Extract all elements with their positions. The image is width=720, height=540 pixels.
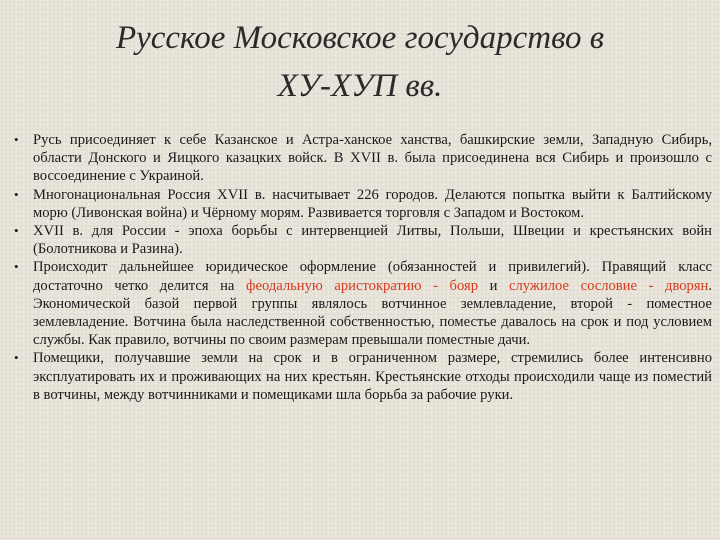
bullet-dot-icon: • xyxy=(14,132,19,147)
bullet-dot-icon: • xyxy=(14,350,19,366)
bullet-list xyxy=(14,131,712,404)
bullet-text-part: Происходит дальнейшее юридическое оформление (обязанностей и привилегий). Правящий класс достаточно четко делится на xyxy=(33,259,712,294)
slide-title xyxy=(40,14,680,110)
bullet-item xyxy=(14,349,712,404)
bullet-text: XVII в. для России - эпоха борьбы с интервенцией Литвы, Польши, Швеции и крестьянских войн (Болотникова и Разина). xyxy=(33,223,712,258)
bullet-dot-icon: • xyxy=(14,223,19,239)
slide-title-line-1: Русское Московское государство в xyxy=(115,20,605,56)
bullet-item xyxy=(14,222,712,258)
bullet-item xyxy=(14,131,712,186)
bullet-text-part: и xyxy=(478,277,510,294)
highlighted-term: служилое сословие - дворян xyxy=(509,277,709,294)
bullet-item xyxy=(14,258,712,349)
bullet-dot-icon: • xyxy=(14,259,19,275)
bullet-dot-icon: • xyxy=(14,186,19,202)
bullet-text: Русь присоединяет к себе Казанское и Астра-ханское ханства, башкирские земли, Западную Сибирь, области Донского и Яицкого казацких войск. В XVII в. была присоединена вся Сибирь и произошло с воссоединение с Украиной. xyxy=(33,132,712,185)
bullet-item xyxy=(14,186,712,222)
bullet-text: Многонациональная Россия XVII в. насчитывает 226 городов. Делаются попытка выйти к Балтийскому морю (Ливонская война) и Чёрному морям. Развивается торговля с Западом и Востоком. xyxy=(33,186,712,221)
slide-title-line-2: ХУ-ХУП вв. xyxy=(277,68,443,104)
bullet-text: Помещики, получавшие земли на срок и в ограниченном размере, стремились более интенсивно эксплуатировать их и проживающих на них крестьян. Крестьянские отходы происходили чаще из поместий в вотчины, между вотчинниками и помещиками шла борьба за рабочие руки. xyxy=(33,350,712,403)
highlighted-term: феодальную аристократию - бояр xyxy=(246,277,479,294)
bullet-text-part: . Экономической базой первой группы являлось вотчинное землевладение, второй - поместное землевладение. Вотчина была наследственной собственностью, поместье давалось на срок и под условием службы. Как правило, вотчины по своим размерам превышали поместные дачи. xyxy=(33,277,713,349)
